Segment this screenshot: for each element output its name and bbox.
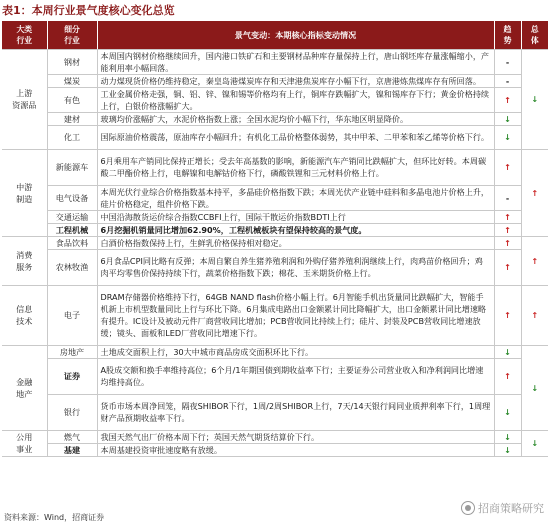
trend-icon: ↑ (494, 236, 521, 249)
category-cell: 公用 事业 (2, 430, 47, 456)
sub-industry: 基建 (47, 443, 97, 456)
trend-icon: ↑ (494, 223, 521, 236)
table-row (2, 394, 548, 430)
header-summary: 总 体 (521, 21, 548, 49)
trend-icon: ↑ (494, 285, 521, 345)
description: 动力煤现货价格仍维持稳定，秦皇岛港煤炭库存和天津港焦炭库存小幅下行，京唐港炼焦煤库存有所回落。 (97, 74, 494, 87)
summary-icon: ↓ (521, 345, 548, 430)
table-row (2, 210, 548, 223)
description: 白酒价格指数保持上行，生鲜乳价格保持相对稳定。 (97, 236, 494, 249)
trend-icon: ↓ (494, 125, 521, 149)
summary-icon: ↑ (521, 149, 548, 236)
trend-icon: - (494, 74, 521, 87)
sub-industry: 钢材 (47, 49, 97, 74)
trend-icon: ↓ (494, 430, 521, 443)
sub-industry: 建材 (47, 112, 97, 125)
table-row (2, 236, 548, 249)
summary-icon: ↑ (521, 285, 548, 345)
table-title: 表1：本周行业景气度核心变化总览 (2, 4, 175, 17)
table-row (2, 223, 548, 236)
table-row (2, 358, 548, 394)
sub-industry: 房地产 (47, 345, 97, 358)
table-row (2, 112, 548, 125)
description: 6月挖掘机销量同比增加62.90%，工程机械板块有望保持较高的景气度。 (97, 223, 494, 236)
table-row (2, 49, 548, 74)
summary-icon: ↑ (521, 236, 548, 285)
category-cell: 金融 地产 (2, 345, 47, 430)
header-trend: 趋 势 (494, 21, 521, 49)
category-cell: 上游 资源品 (2, 49, 47, 149)
trend-icon: - (494, 185, 521, 210)
description: 土地成交面积上行，30大中城市商品房成交面积环比下行。 (97, 345, 494, 358)
table-header-row (2, 21, 548, 49)
table-row (2, 443, 548, 456)
header-sub: 细分 行业 (47, 21, 97, 49)
sector-table (2, 21, 548, 457)
sub-industry: 燃气 (47, 430, 97, 443)
sub-industry: 有色 (47, 87, 97, 112)
description: A股成交额和换手率维持高位；6个月/1年期国债到期收益率下行；主要证券公司营业收入和净利润同比增速均维持高位。 (97, 358, 494, 394)
description: 6月食品CPI同比略有反弹；本周自繁自养生猪养殖利润和外购仔猪养殖利润继续上行，肉鸡苗价格回升；鸡肉平均零售价保持持续下行，蔬菜价格指数下跌；棉花、玉米期货价格上行。 (97, 249, 494, 285)
sub-industry: 新能源车 (47, 149, 97, 185)
sub-industry: 农林牧渔 (47, 249, 97, 285)
table-row (2, 125, 548, 149)
sub-industry: 电气设备 (47, 185, 97, 210)
table-row (2, 430, 548, 443)
table-row (2, 285, 548, 345)
sub-industry: 煤炭 (47, 74, 97, 87)
description: 货币市场本周净回笼，隔夜SHIBOR下行，1周/2周SHIBOR上行，7天/14天银行间同业质押利率下行，1周理财产品预期收益率下行。 (97, 394, 494, 430)
wechat-logo-icon (461, 501, 475, 515)
sub-industry: 化工 (47, 125, 97, 149)
trend-icon: ↓ (494, 112, 521, 125)
description: 工业金属价格走强，铜、铝、锌、镍和锡等价格均有上行，铜库存跌幅扩大，镍和锡库存下行；黄金价格持续上行，白银价格涨幅扩大。 (97, 87, 494, 112)
trend-icon: ↑ (494, 87, 521, 112)
description: 我国天然气出厂价格本周下行；英国天然气期货结算价下行。 (97, 430, 494, 443)
table-row (2, 74, 548, 87)
watermark (461, 500, 544, 516)
table-row (2, 149, 548, 185)
description: 本周光伏行业综合价格指数基本持平，多晶硅价格指数下跌；本周光伏产业链中硅料和多晶电池片价格上升，硅片价格稳定，组件价格下跌。 (97, 185, 494, 210)
sub-industry: 电子 (47, 285, 97, 345)
table-row (2, 185, 548, 210)
trend-icon: ↑ (494, 358, 521, 394)
trend-icon: ↑ (494, 149, 521, 185)
trend-icon: ↓ (494, 443, 521, 456)
source-footnote: 资料来源：Wind，招商证券 (4, 513, 105, 522)
sub-industry: 证券 (47, 358, 97, 394)
table-row (2, 87, 548, 112)
description: DRAM存储器价格维持下行，64GB NAND flash价格小幅上行。6月智能手机出货量同比跌幅扩大，智能手机新上市机型数量同比上行与环比下降。6月集成电路出口金额累计同比降幅扩大，出口金额累计同比增速略有提升。IC设计及被动元件厂商营收同比增加；PCB营收同比持续上行；硅片、封装及PCB营收同比增速放缓；镜头、面板和LED厂营收同比增速下行。 (97, 285, 494, 345)
trend-icon: ↓ (494, 345, 521, 358)
header-category: 大类 行业 (2, 21, 47, 49)
summary-icon: ↓ (521, 49, 548, 149)
header-desc: 景气变动：本期核心指标变动情况 (97, 21, 494, 49)
trend-icon: - (494, 49, 521, 74)
description: 6月乘用车产销同比保持正增长；受去年高基数的影响，新能源汽车产销同比跌幅扩大，但环比好转。本周碳酸二甲酯价格上行，电解镍和电解钴价格下行，磷酸铁锂和三元材料价格上行。 (97, 149, 494, 185)
summary-icon: ↓ (521, 430, 548, 456)
sub-industry: 交通运输 (47, 210, 97, 223)
category-cell: 中游 制造 (2, 149, 47, 236)
watermark-text: 招商策略研究 (478, 502, 544, 515)
trend-icon: ↑ (494, 249, 521, 285)
sub-industry: 银行 (47, 394, 97, 430)
description: 国际原油价格震荡，原油库存小幅回升；有机化工品价格整体弱势，其中甲苯、二甲苯和苯乙烯等价格下行。 (97, 125, 494, 149)
description: 中国沿海散货运价综合指数CCBFI上行，国际干散运价指数BDTI上行 (97, 210, 494, 223)
trend-icon: ↑ (494, 210, 521, 223)
sub-industry: 食品饮料 (47, 236, 97, 249)
description: 本周国内钢材价格继续回升，国内港口铁矿石和主要钢材品种库存量保持上行，唐山钢坯库存量涨幅缩小，产能利用率小幅回落。 (97, 49, 494, 74)
table-row (2, 249, 548, 285)
trend-icon: ↓ (494, 394, 521, 430)
sub-industry: 工程机械 (47, 223, 97, 236)
table-row (2, 345, 548, 358)
category-cell: 消费 服务 (2, 236, 47, 285)
description: 本周基建投资审批速度略有放缓。 (97, 443, 494, 456)
description: 玻璃均价涨幅扩大，水泥价格指数上涨；全国水泥均价小幅下行，华东地区明显降价。 (97, 112, 494, 125)
category-cell: 信息 技术 (2, 285, 47, 345)
